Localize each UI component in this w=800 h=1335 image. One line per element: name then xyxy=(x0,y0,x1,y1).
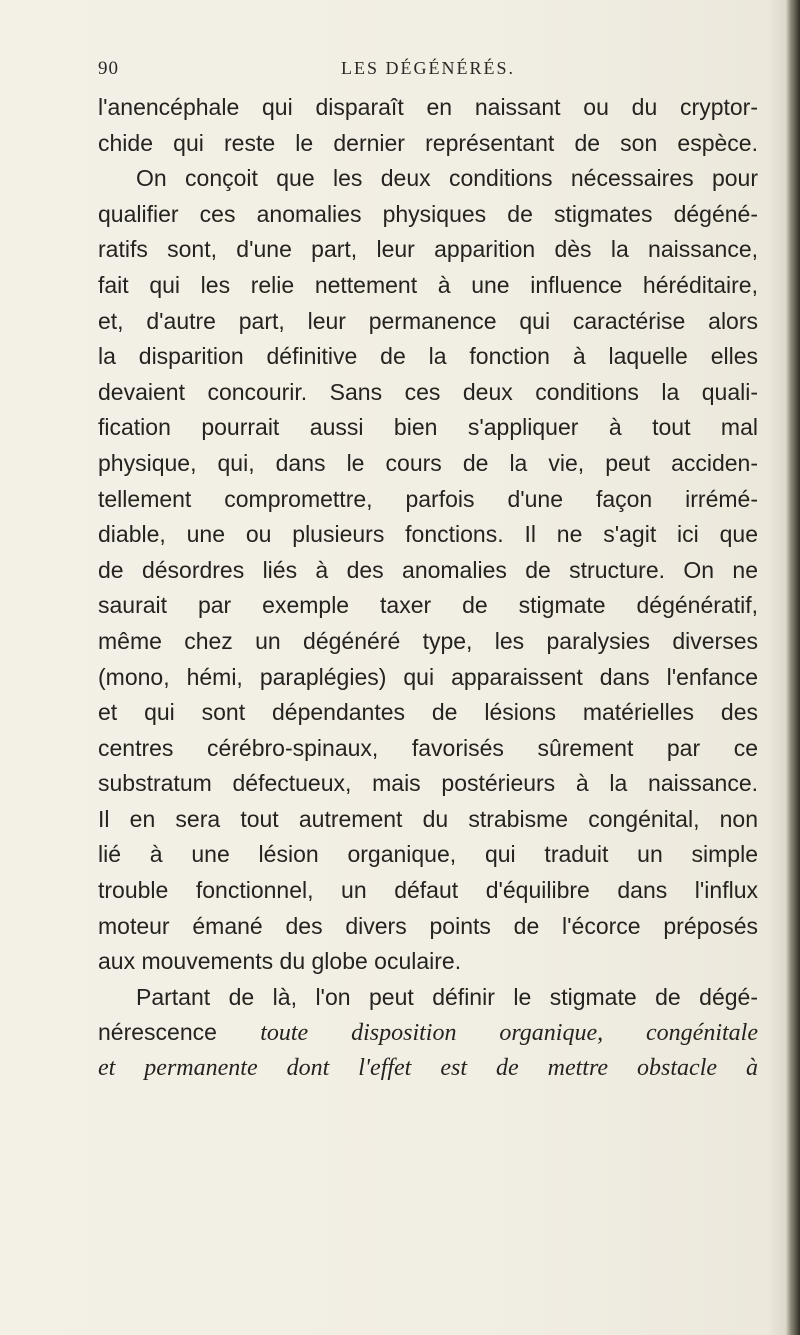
text-line: moteur émané des divers points de l'écorce préposés xyxy=(98,912,758,939)
text-line: physique, qui, dans le cours de la vie, peut acciden- xyxy=(98,449,758,476)
text-line: lié à une lésion organique, qui traduit un simple xyxy=(98,841,758,868)
text-line: fication pourrait aussi bien s'appliquer à tout mal xyxy=(98,414,758,441)
text-line: trouble fonctionnel, un défaut d'équilibre dans l'influx xyxy=(98,877,758,904)
page-number: 90 xyxy=(98,58,119,79)
running-head: LES DÉGÉNÉRÉS. xyxy=(341,58,515,78)
text-line: Partant de là, l'on peut définir le stigmate de dégé- xyxy=(136,983,758,1010)
text-line: qualifier ces anomalies physiques de stigmates dégéné- xyxy=(98,200,758,227)
italic-text: toute disposition organique, congénitale xyxy=(260,1020,758,1047)
text-line-mixed xyxy=(98,1015,758,1051)
text-line: On conçoit que les deux conditions nécessaires pour xyxy=(136,165,758,192)
text-line: et qui sont dépendantes de lésions matérielles des xyxy=(98,699,758,726)
text-line: de désordres liés à des anomalies de structure. On ne xyxy=(98,556,758,583)
text-line: chide qui reste le dernier représentant de son espèce. xyxy=(98,129,758,156)
roman-text: nérescence xyxy=(98,1019,261,1046)
text-line: même chez un dégénéré type, les paralysies diverses xyxy=(98,627,758,654)
text-line: substratum défectueux, mais postérieurs à la naissance. xyxy=(98,770,758,797)
text-line: devaient concourir. Sans ces deux conditions la quali- xyxy=(98,378,758,405)
text-line: (mono, hémi, paraplégies) qui apparaissent dans l'enfance xyxy=(98,663,758,690)
page-header xyxy=(98,58,758,86)
text-line: ratifs sont, d'une part, leur apparition dès la naissance, xyxy=(98,236,758,263)
text-line: tellement compromettre, parfois d'une façon irrémé- xyxy=(98,485,758,512)
page-edge-shadow xyxy=(786,0,800,1335)
text-line: centres cérébro-spinaux, favorisés sûrement par ce xyxy=(98,734,758,761)
text-line: la disparition définitive de la fonction à laquelle elles xyxy=(98,343,758,370)
text-line: Il en sera tout autrement du strabisme congénital, non xyxy=(98,805,758,832)
text-line: et, d'autre part, leur permanence qui caractérise alors xyxy=(98,307,758,334)
text-line: aux mouvements du globe oculaire. xyxy=(98,948,462,975)
text-line: diable, une ou plusieurs fonctions. Il ne s'agit ici que xyxy=(98,521,758,548)
text-line: fait qui les relie nettement à une influence héréditaire, xyxy=(98,271,758,298)
text-line: saurait par exemple taxer de stigmate dégénératif, xyxy=(98,592,758,619)
body-text xyxy=(98,90,758,1087)
text-line: l'anencéphale qui disparaît en naissant ou du cryptor- xyxy=(98,94,758,120)
text-line-italic: et permanente dont l'effet est de mettre obstacle à xyxy=(98,1055,758,1082)
